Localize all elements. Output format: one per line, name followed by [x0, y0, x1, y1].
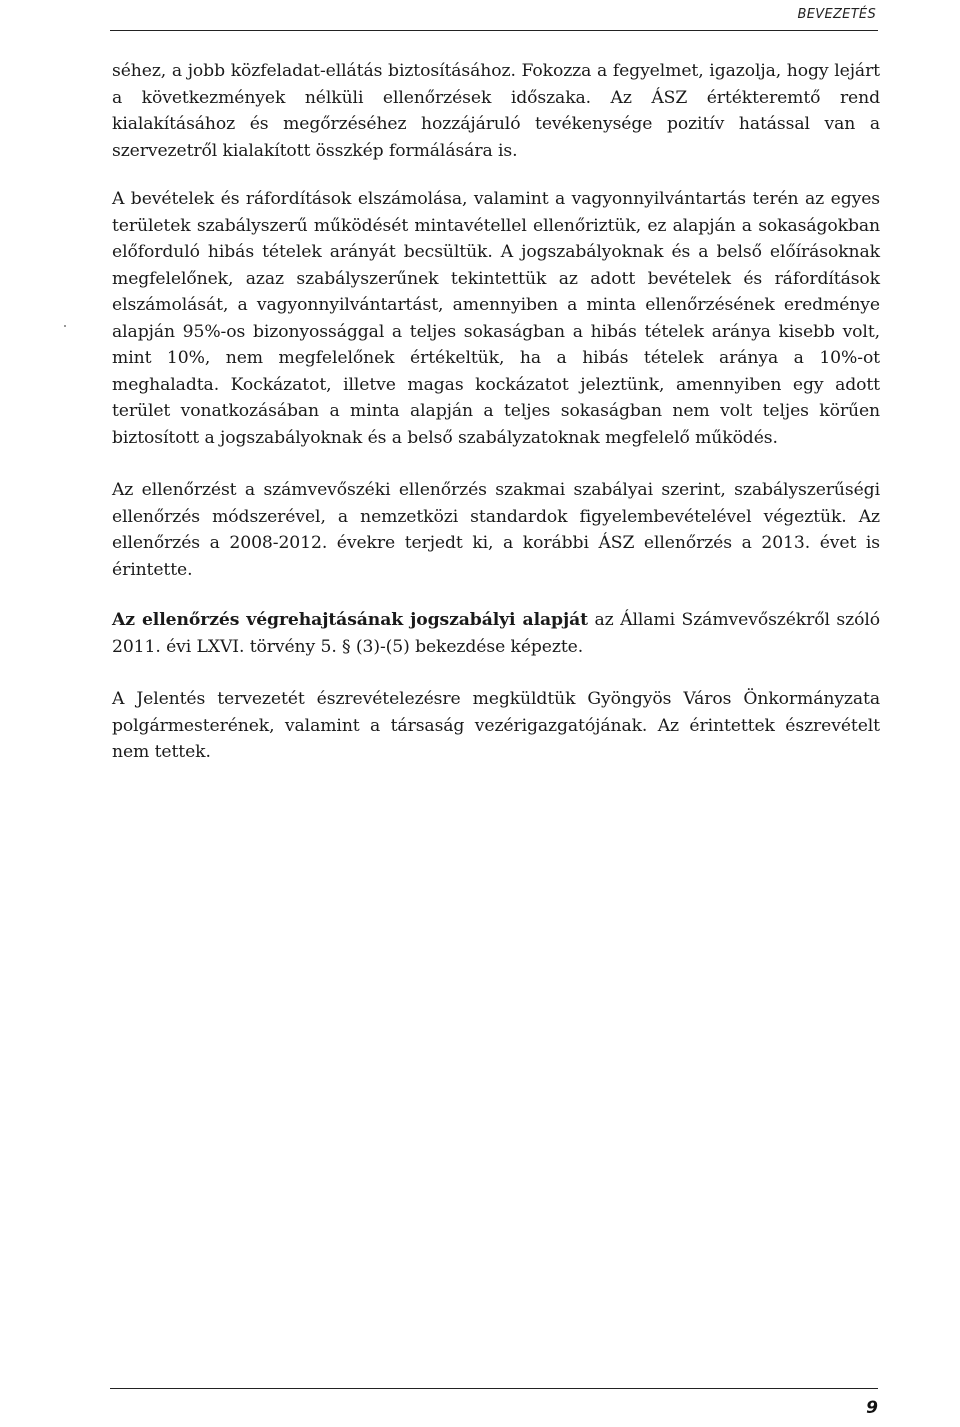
page-number: 9: [866, 1398, 878, 1418]
paragraph-continuation: séhez, a jobb közfeladat-ellátás biztosításához. Fokozza a fegyelmet, igazolja, hogy lejárt a következmények nélküli ellenőrzések időszaka. Az ÁSZ értékteremtő rend kialakításához és megőrzéséhez hozzájáruló tevékenysége pozitív hatással van a szervezetről kialakított összkép formálására is.: [112, 61, 880, 161]
paragraph-audit-scope: Az ellenőrzést a számvevőszéki ellenőrzés szakmai szabályai szerint, szabályszerűségi ellenőrzés módszerével, a nemzetközi standardok figyelembevételével végeztük. Az ellenőrzés a 2008-2012. évekre terjedt ki, a korábbi ÁSZ ellenőrzés a 2013. évet is érintette.: [112, 480, 880, 580]
section-title: BEVEZETÉS: [797, 7, 876, 22]
paragraph-methodology: A bevételek és ráfordítások elszámolása, valamint a vagyonnyilvántartás terén az egyes területek szabályszerű működését mintavétellel ellenőriztük, ez alapján a sokaságokban előforduló hibás tételek arányát becsültük. A jogszabályoknak és a belső előírásoknak megfelelőnek, azaz szabályszerűnek tekintettük az adott bevételek és ráfordítások elszámolását, a vagyonnyilvántartást, amennyiben a minta ellenőrzésének eredménye alapján 95%-os bizonyossággal a teljes sokaságban a hibás tételek aránya kisebb volt, mint 10%, nem megfelelőnek értékeltük, ha a hibás tételek aránya a 10%-ot meghaladta. Kockázatot, illetve magas kockázatot jeleztünk, amennyiben egy adott terület vonatkozásában a minta alapján a teljes sokaságban nem volt teljes körűen biztosított a jogszabályoknak és a belső szabályzatoknak megfelelő működés.: [112, 189, 880, 448]
running-header: [110, 4, 878, 31]
legal-basis-text: az Állami Számvevőszékről szóló 2011. évi LXVI. törvény 5. § (3)-(5) bekezdése képezte.: [112, 610, 880, 657]
paragraph-legal-basis: [112, 607, 880, 660]
margin-mark: [64, 325, 66, 327]
paragraph-draft-report: A Jelentés tervezetét észrevételezésre megküldtük Gyöngyös Város Önkormányzata polgármesterének, valamint a társaság vezérigazgatójának. Az érintettek észrevételt nem tettek.: [112, 689, 880, 762]
legal-basis-heading: Az ellenőrzés végrehajtásának jogszabályi alapját: [112, 610, 588, 630]
footer-rule: [110, 1388, 878, 1389]
page-body: [112, 58, 880, 792]
